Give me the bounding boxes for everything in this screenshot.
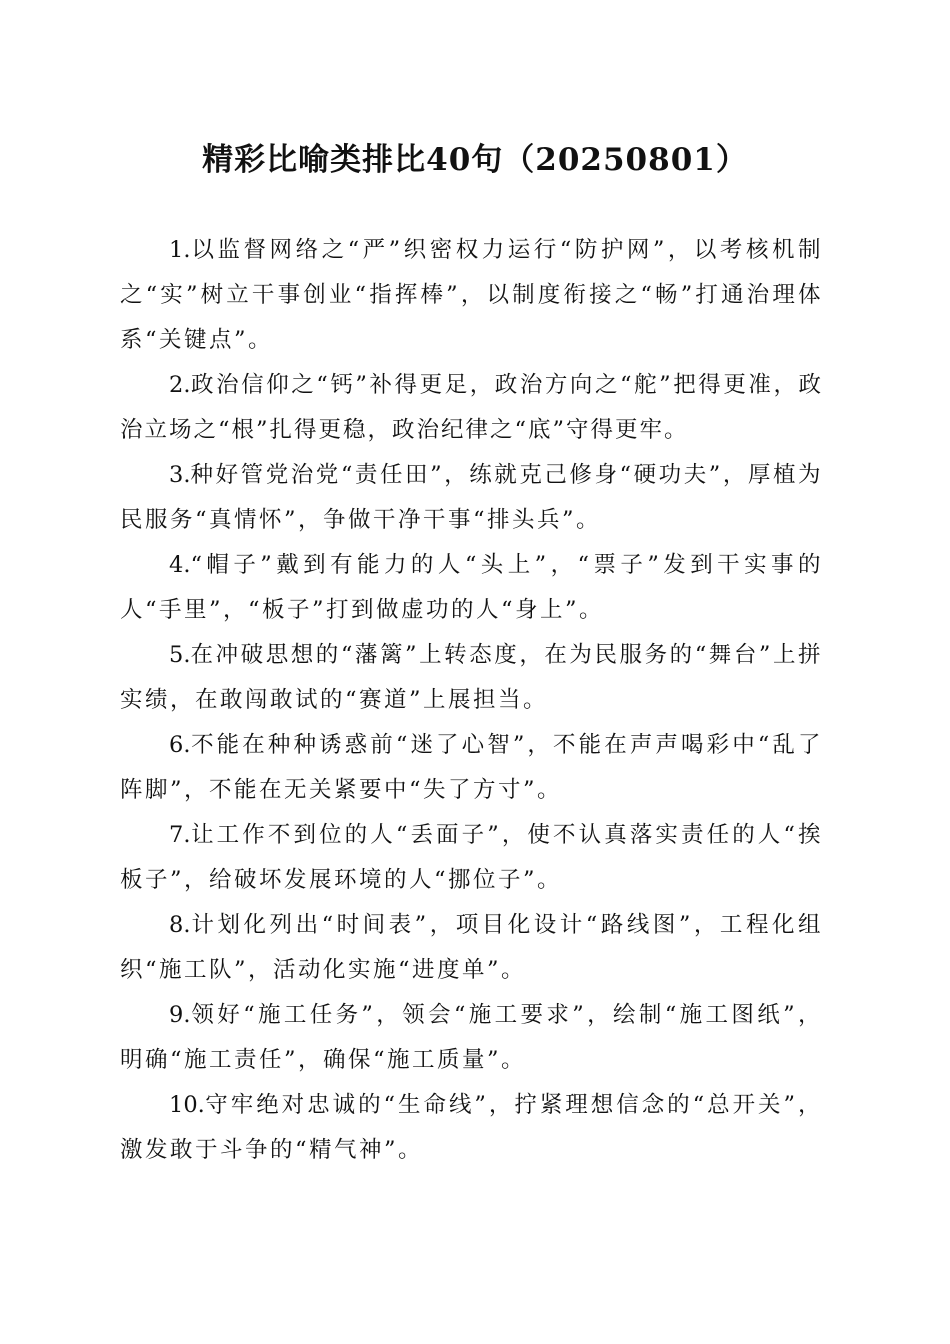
paragraph-number: 5. <box>169 642 191 668</box>
paragraph-10 <box>120 1083 823 1173</box>
document-title: 精彩比喻类排比40句（20250801） <box>202 142 748 178</box>
paragraph-number: 6. <box>169 732 191 758</box>
paragraph-text: 在冲破思想的“藩篱”上转态度，在为民服务的“舞台”上拼实绩，在敢闯敢试的“赛道”上展担当。 <box>120 642 823 713</box>
paragraph-number: 8. <box>169 912 191 938</box>
paragraph-5 <box>120 633 823 723</box>
paragraph-7 <box>120 813 823 903</box>
paragraph-text: “帽子”戴到有能力的人“头上”，“票子”发到干实事的人“手里”，“板子”打到做虚功的人“身上”。 <box>120 552 823 623</box>
paragraph-number: 4. <box>169 552 191 578</box>
paragraph-4 <box>120 543 823 633</box>
paragraph-text: 不能在种种诱惑前“迷了心智”，不能在声声喝彩中“乱了阵脚”，不能在无关紧要中“失了方寸”。 <box>120 732 823 803</box>
paragraph-text: 领好“施工任务”，领会“施工要求”，绘制“施工图纸”，明确“施工责任”，确保“施工质量”。 <box>120 1002 823 1073</box>
paragraph-text: 让工作不到位的人“丢面子”，使不认真落实责任的人“挨板子”，给破坏发展环境的人“挪位子”。 <box>120 822 823 893</box>
paragraph-text: 政治信仰之“钙”补得更足，政治方向之“舵”把得更准，政治立场之“根”扎得更稳，政治纪律之“底”守得更牢。 <box>120 372 823 443</box>
paragraph-number: 2. <box>169 372 191 398</box>
paragraph-number: 3. <box>169 462 191 488</box>
paragraph-8 <box>120 903 823 993</box>
paragraph-number: 1. <box>169 237 191 263</box>
paragraph-number: 9. <box>169 1002 191 1028</box>
paragraph-6 <box>120 723 823 813</box>
paragraph-text: 以监督网络之“严”织密权力运行“防护网”，以考核机制之“实”树立干事创业“指挥棒”，以制度衔接之“畅”打通治理体系“关键点”。 <box>120 237 823 353</box>
paragraph-text: 计划化列出“时间表”，项目化设计“路线图”，工程化组织“施工队”，活动化实施“进度单”。 <box>120 912 823 983</box>
paragraph-9 <box>120 993 823 1083</box>
paragraph-2 <box>120 363 823 453</box>
paragraph-text: 守牢绝对忠诚的“生命线”，拧紧理想信念的“总开关”，激发敢于斗争的“精气神”。 <box>120 1092 823 1163</box>
paragraph-1 <box>120 228 823 363</box>
paragraph-number: 10. <box>169 1092 205 1118</box>
document-body <box>120 228 823 1173</box>
paragraph-text: 种好管党治党“责任田”，练就克己修身“硬功夫”，厚植为民服务“真情怀”，争做干净干事“排头兵”。 <box>120 462 823 533</box>
paragraph-number: 7. <box>169 822 191 848</box>
paragraph-3 <box>120 453 823 543</box>
